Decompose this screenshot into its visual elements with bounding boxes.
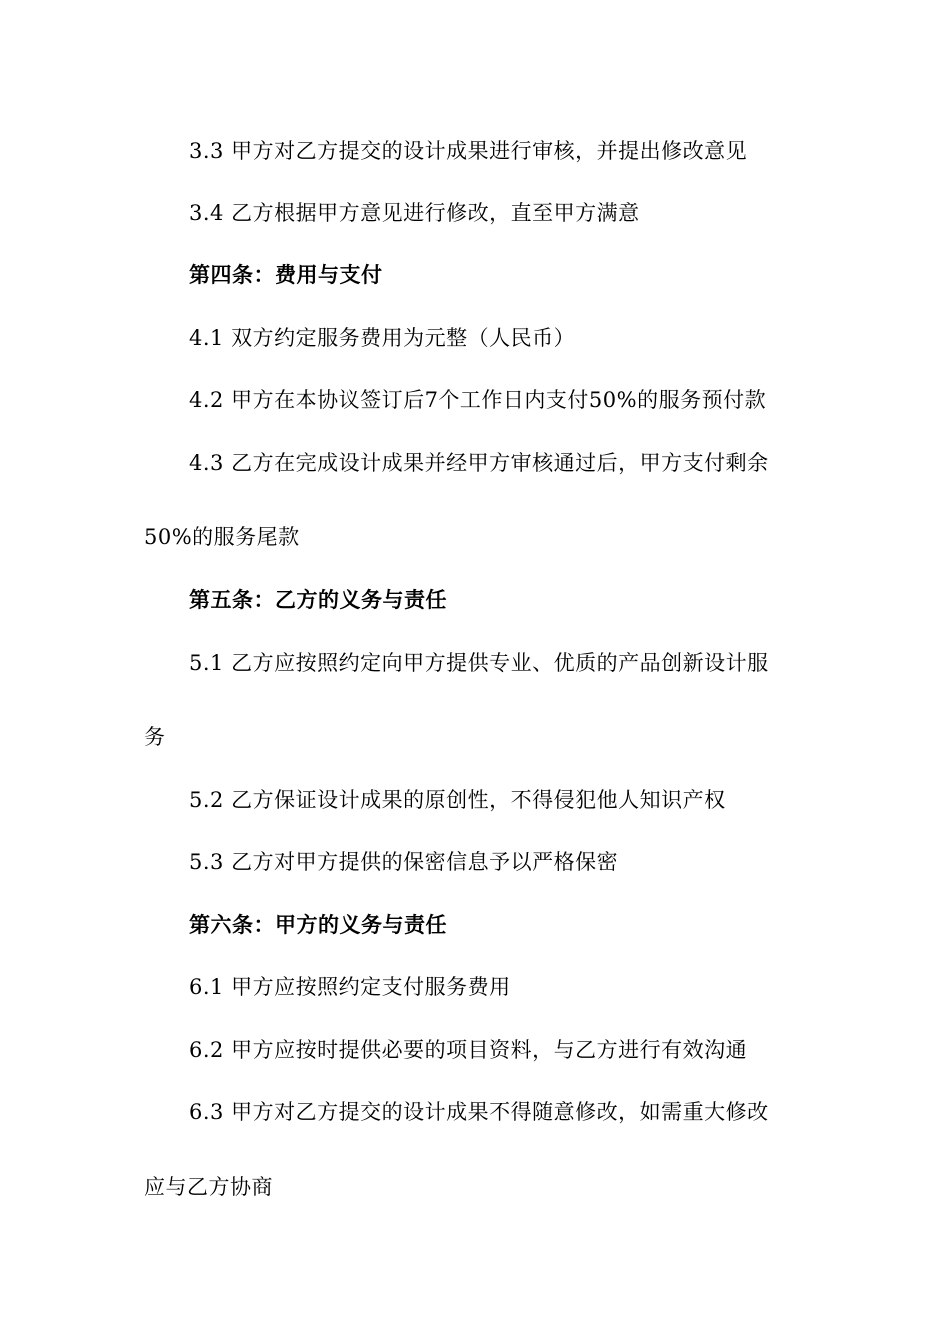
clause-4-3: 4.3 乙方在完成设计成果并经甲方审核通过后，甲方支付剩余 [189,451,769,475]
clause-4-2: 4.2 甲方在本协议签订后7个工作日内支付50%的服务预付款 [189,388,767,412]
article-6-heading: 第六条：甲方的义务与责任 [189,912,447,937]
clause-5-3: 5.3 乙方对甲方提供的保密信息予以严格保密 [189,850,619,874]
clause-6-3: 6.3 甲方对乙方提交的设计成果不得随意修改，如需重大修改 [189,1100,769,1124]
clause-5-1: 5.1 乙方应按照约定向甲方提供专业、优质的产品创新设计服 [189,651,769,675]
article-5-heading: 第五条：乙方的义务与责任 [189,587,447,612]
clause-4-1: 4.1 双方约定服务费用为元整（人民币） [189,326,576,350]
clause-6-1: 6.1 甲方应按照约定支付服务费用 [189,975,511,999]
clause-3-3: 3.3 甲方对乙方提交的设计成果进行审核，并提出修改意见 [189,139,748,163]
clause-5-2: 5.2 乙方保证设计成果的原创性，不得侵犯他人知识产权 [189,788,726,812]
clause-5-1-continued: 务 [144,725,166,749]
clause-4-3-continued: 50%的服务尾款 [144,525,300,549]
article-4-heading: 第四条：费用与支付 [189,262,383,287]
clause-6-3-continued: 应与乙方协商 [144,1175,273,1199]
clause-6-2: 6.2 甲方应按时提供必要的项目资料，与乙方进行有效沟通 [189,1038,748,1062]
clause-3-4: 3.4 乙方根据甲方意见进行修改，直至甲方满意 [189,201,640,225]
